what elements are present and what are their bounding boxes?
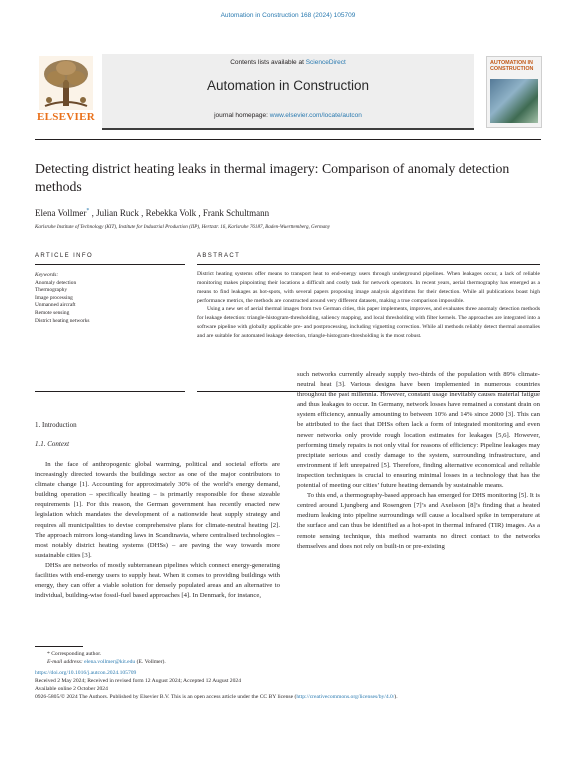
author-name[interactable]: Elena Vollmer (35, 208, 87, 218)
license-text: 0926-5805/© 2024 The Authors. Published by Elsevier B.V. This is an open access article under the CC BY license ( (35, 694, 297, 701)
cover-image (490, 79, 538, 123)
journal-homepage-link[interactable]: www.elsevier.com/locate/autcon (269, 112, 362, 119)
article-info-rule (35, 264, 185, 265)
abstract-label: ABSTRACT (197, 253, 241, 259)
homepage-line (102, 112, 474, 119)
license-link[interactable]: http://creativecommons.org/licenses/by/4.0/ (296, 694, 395, 701)
body-right-column (297, 370, 540, 552)
cover-title: AUTOMATION IN CONSTRUCTION (490, 60, 534, 73)
author-separator: , (91, 208, 97, 218)
abstract-paragraph: Using a new set of aerial thermal images from two German cities, this paper implements, improves, and evaluates three anomaly detection methods for leakage detection: triangle-histogram-thresholding, saliency mapping, and local thresholding with filter kernels. The approaches are integrated into a software pipeline with globally applicable pre- and postprocessing, including vignetting correction. While all methods reliably detect thermal anomalies and are suitable for automated leakage detection, triangle-histogram-thresholding is the most robust. (197, 306, 540, 339)
author-separator: , (198, 208, 203, 218)
body-paragraph: To this end, a thermography-based approach has emerged for DHS monitoring [5]. It is centred around Ljungberg and Rosengren [7]’s and Axelsson [8]’s finding that a heated medium leaking into pipeline surroundings will cause a localised spike in temperature at the surface and can thus be identified as a hot-spot in thermal infrared (TIR) images. As a remote sensing technique, this method warrants no direct contact to the networks themselves and does not rely on built-in or pre-existing (297, 492, 540, 550)
body-paragraph: DHSs are networks of mostly subterranean pipelines which connect energy-generating facilities with end-energy users to supply heat. When it comes to providing buildings with energy, they can offer a viable solution for densely populated areas and an alternative to individual, building-wise fossil-fuel based approaches [4]. In Denmark, for instance, (35, 561, 280, 600)
header-rule (35, 139, 541, 140)
keyword-item: Unmanned aircraft (35, 302, 76, 309)
journal-reference[interactable]: Automation in Construction 168 (2024) 105709 (220, 12, 356, 19)
keyword-item: District heating networks (35, 317, 90, 324)
abstract-rule (197, 264, 540, 265)
author-separator: , (141, 208, 146, 218)
contents-line (102, 59, 474, 66)
author-name[interactable]: Julian Ruck (96, 208, 139, 218)
body-left-column (35, 460, 280, 601)
section-heading: 1. Introduction (35, 421, 77, 429)
author-list (35, 208, 540, 218)
affiliation: Karlsruhe Institute of Technology (KIT), Institute for Industrial Production (IIP), Hertzstr. 16, Karlsruhe 76187, Baden-Wuerttemberg, Germany (35, 224, 330, 230)
author-name[interactable]: Frank Schultmann (202, 208, 270, 218)
article-info-label: ARTICLE INFO (35, 253, 94, 259)
journal-header (35, 54, 541, 128)
keywords-heading: Keywords: (35, 272, 59, 278)
keyword-item: Image processing (35, 294, 73, 301)
available-online: Available online 2 October 2024 (35, 686, 108, 693)
footnote-block (35, 646, 540, 702)
email-line (35, 658, 540, 666)
author-name[interactable]: Rebekka Volk (145, 208, 197, 218)
journal-cover-thumbnail[interactable] (486, 56, 542, 128)
abstract-text (197, 270, 540, 341)
elsevier-logo[interactable] (35, 54, 97, 128)
sciencedirect-link[interactable]: ScienceDirect (305, 59, 346, 66)
corresponding-note: * Corresponding author. (47, 651, 102, 657)
article-info-bottom-rule (35, 391, 185, 392)
license-suffix: ). (394, 694, 398, 701)
abstract-paragraph: District heating systems offer means to transport heat to end-energy users through underground pipelines. When leakages occur, a lack of reliable monitoring makes pinpointing their locations a difficult and costly task for network operators. In recent years, aerial thermography has emerged as a means to find leakages as hot-spots, with several papers proposing image analysis algorithms for their detection. While all publications boast high performance metrics, the methods are constructed around very different datasets, making a true comparison impossible. (197, 271, 540, 304)
corresponding-author-mark[interactable]: * (86, 208, 90, 214)
contents-prefix: Contents lists available at (230, 59, 306, 66)
journal-name: Automation in Construction (206, 78, 370, 93)
homepage-prefix: journal homepage: (214, 112, 270, 119)
email-link[interactable]: elena.vollmer@kit.edu (84, 659, 136, 666)
keyword-item: Remote sensing (35, 309, 70, 316)
keywords-block (35, 272, 185, 325)
elsevier-tree-icon (39, 56, 93, 110)
email-suffix: (E. Vollmer). (135, 659, 166, 666)
subsection-heading: 1.1. Context (35, 440, 70, 448)
body-paragraph: In the face of anthropogenic global warming, political and societal efforts are increasingly directed towards the buildings sector as one of the major contributors to climate change [1]. Accounting for approximately 30% of the world’s energy demand, building operation – specifically heating – is primarily responsible for these sizeable requirements [1]. For this reason, the German government has recently enacted new legislation which mandates the development of a nationwide heat supply strategy and requires all municipalities to devise comprehensive plans for climate-neutral heating [2]. The approach mirrors long-standing laws in Scandinavia, where centralised technologies – most notably district heating systems (DHSs) – are paving the way towards more sustainable cities [3]. (35, 461, 280, 559)
keyword-item: Thermography (35, 287, 68, 294)
email-label: E-mail address: (47, 659, 85, 666)
license-line (35, 693, 540, 701)
elsevier-wordmark: ELSEVIER (36, 111, 96, 123)
received-dates: Received 2 May 2024; Received in revised form 12 August 2024; Accepted 12 August 2024 (35, 677, 241, 684)
keyword-item: Anomaly detection (35, 279, 77, 286)
footnote-rule (35, 646, 83, 647)
article-title: Detecting district heating leaks in thermal imagery: Comparison of anomaly detection methods (35, 161, 510, 194)
doi-link[interactable]: https://doi.org/10.1016/j.autcon.2024.105709 (35, 669, 137, 676)
journal-masthead (102, 54, 474, 130)
body-paragraph: such networks currently already supply two-thirds of the population with 89% climate-neutral heat [3]. Various designs have been implemented in numerous countries throughout the past millennia. However, constant usage inevitably causes material fatigue and thus leakages to occur. In Germany, network losses have remained a constant drain on system efficiency, annually amounting to between 10% and 14% since 2000 [3]. This can be attributed to the fact that DHSs often lack a form of integrated monitoring and even newer networks only provide rough location estimates for leakages [5,6]. However, performing timely repairs is not only vital for reasons of efficiency: Pipeline leakages may precipitate serious and costly damage to the system, surrounding infrastructure, and environment if left unrepaired [5]. Therefore, finding alternative economical and reliable inspection techniques is crucial to ensuring minimal losses in a technology that has the potential of meeting our cities’ future heating demands by sustainable means. (297, 371, 540, 490)
